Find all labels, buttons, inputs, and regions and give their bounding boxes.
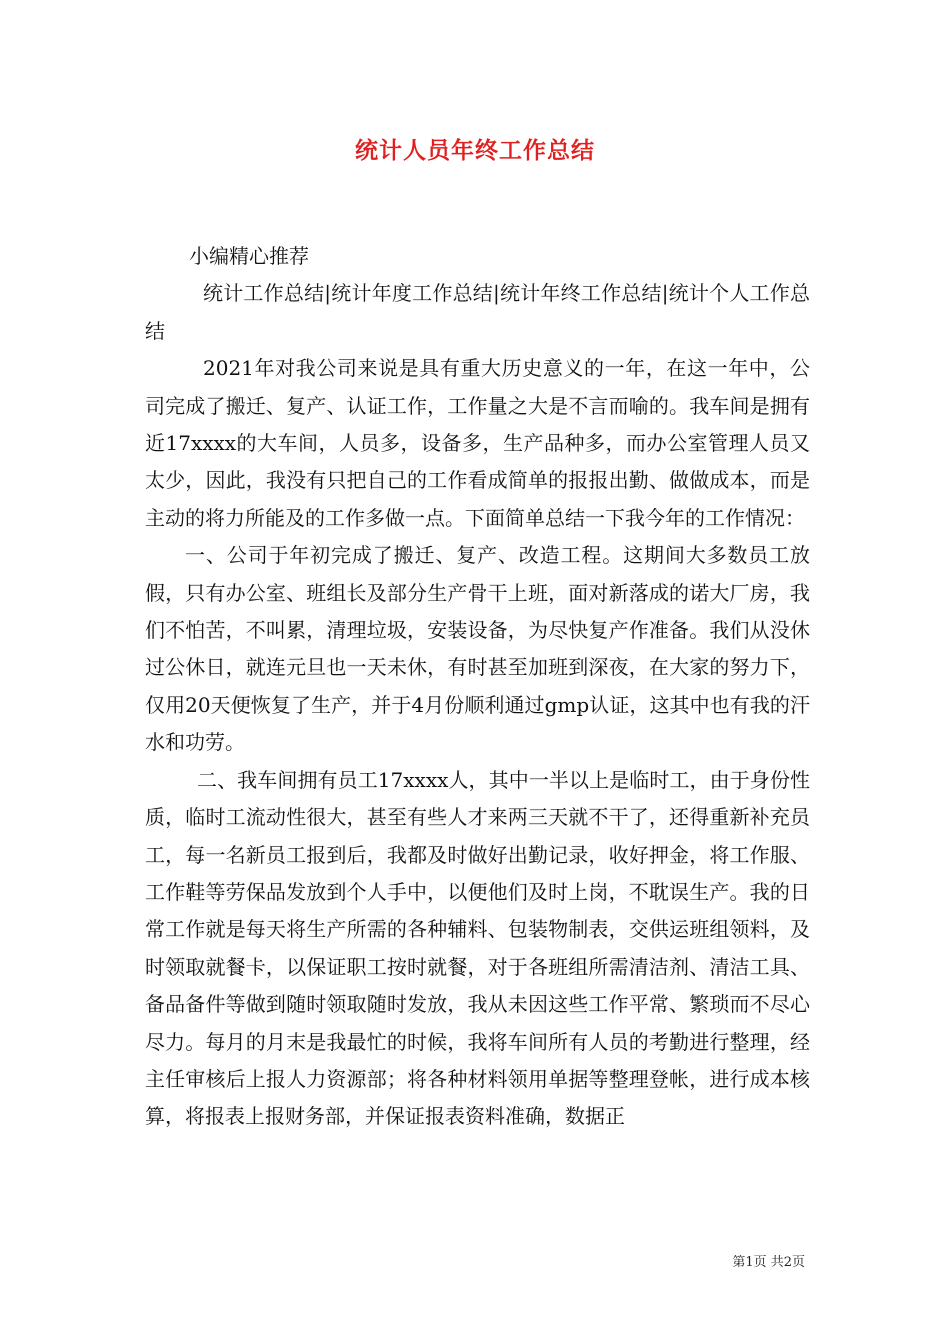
- document-body: [145, 238, 810, 1136]
- recommend-label: 小编精心推荐: [189, 244, 309, 268]
- document-title: 统计人员年终工作总结: [355, 137, 595, 164]
- paragraph-intro: 2021年对我公司来说是具有重大历史意义的一年，在这一年中，公司完成了搬迁、复产、认证工作，工作量之大是不言而喻的。我车间是拥有近17xxxx的大车间，人员多，设备多，生产品种多，而办公室管理人员又太少，因此，我没有只把自己的工作看成简单的报报出勤、做做成本，而是主动的将力所能及的工作多做一点。下面简单总结一下我今年的工作情况：: [145, 356, 810, 530]
- related-links: 统计工作总结|统计年度工作总结|统计年终工作总结|统计个人工作总结: [145, 281, 810, 343]
- paragraph-section-1: 一、公司于年初完成了搬迁、复产、改造工程。这期间大多数员工放假，只有办公室、班组长及部分生产骨干上班，面对新落成的诺大厂房，我们不怕苦，不叫累，清理垃圾，安装设备，为尽快复产作准备。我们从没休过公休日，就连元旦也一天未休，有时甚至加班到深夜，在大家的努力下，仅用20天便恢复了生产，并于4月份顺利通过gmp认证，这其中也有我的汗水和功劳。: [145, 543, 810, 755]
- paragraph-section-2: 二、我车间拥有员工17xxxx人，其中一半以上是临时工，由于身份性质，临时工流动性很大，甚至有些人才来两三天就不干了，还得重新补充员工，每一名新员工报到后，我都及时做好出勤记录，收好押金，将工作服、工作鞋等劳保品发放到个人手中，以便他们及时上岗，不耽误生产。我的日常工作就是每天将生产所需的各种辅料、包装物制表，交供运班组领料，及时领取就餐卡，以保证职工按时就餐，对于各班组所需清洁剂、清洁工具、备品备件等做到随时领取随时发放，我从未因这些工作平常、繁琐而不尽心尽力。每月的月末是我最忙的时候，我将车间所有人员的考勤进行整理，经主任审核后上报人力资源部；将各种材料领用单据等整理登帐，进行成本核算，将报表上报财务部，并保证报表资料准确，数据正: [145, 767, 810, 1129]
- page-number: 第1页 共2页: [732, 1255, 805, 1270]
